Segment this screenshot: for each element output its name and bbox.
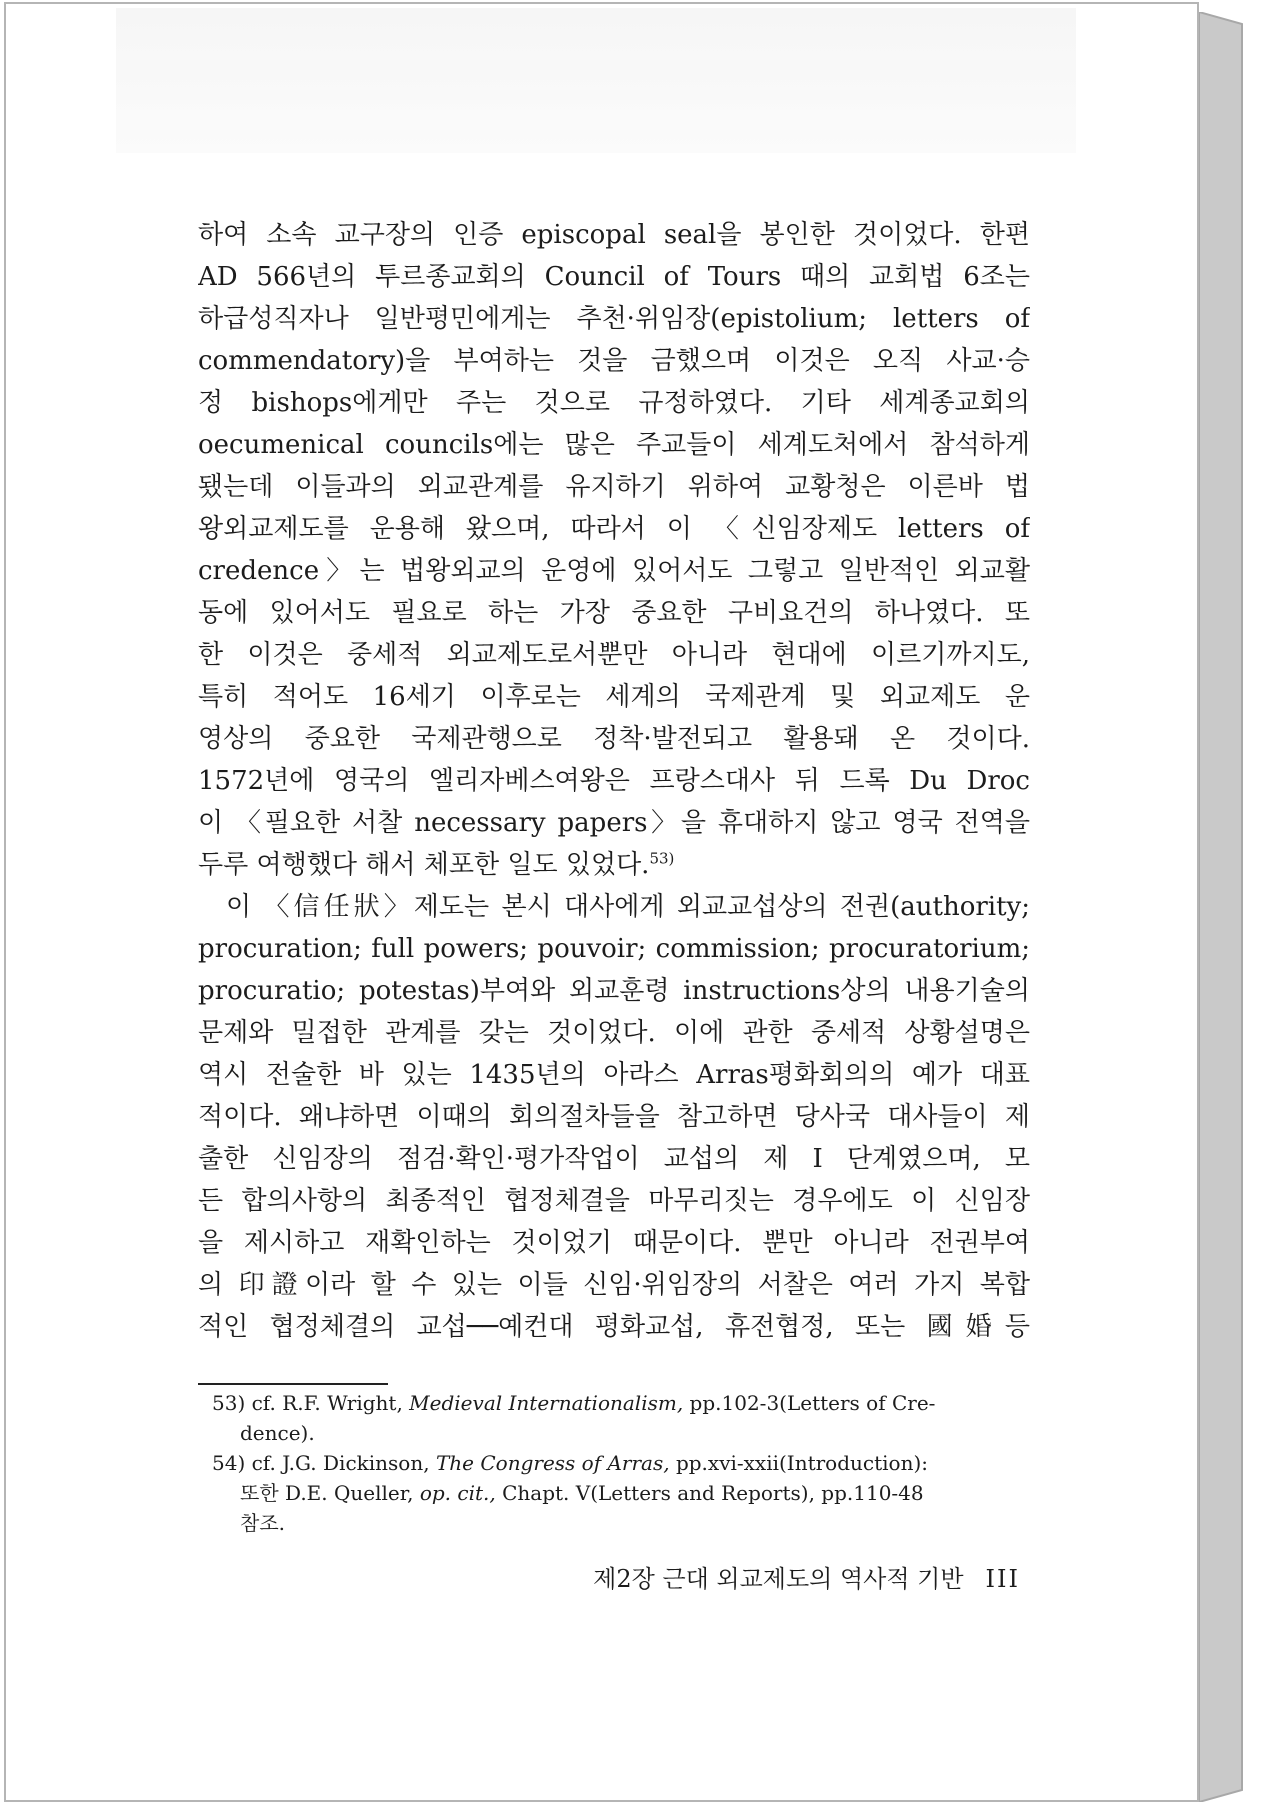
footnotes <box>212 1388 1030 1538</box>
text-line: AD 566년의 투르종교회의 Council of Tours 때의 교회법 6조는 <box>198 262 1030 292</box>
text-line <box>198 844 1030 886</box>
page-footer <box>520 1562 1020 1596</box>
footnote-53-continued: dence). <box>240 1421 315 1445</box>
running-head: 제2장 근대 외교제도의 역사적 기반 <box>593 1565 964 1593</box>
paragraph-1 <box>198 214 1030 886</box>
footnote-54-rest: pp.xvi-xxii(Introduction): <box>669 1451 929 1475</box>
text-line: procuratio; potestas)부여와 외교훈령 instructions상의 내용기술의 <box>198 976 1030 1006</box>
text-line: commendatory)을 부여하는 것을 금했으며 이것은 오직 사교·승 <box>198 346 1030 376</box>
text-line: 1572년에 영국의 엘리자베스여왕은 프랑스대사 뒤 드록 Du Droc <box>198 766 1030 796</box>
text-line: 동에 있어서도 필요로 하는 가장 중요한 구비요건의 하나였다. 또 <box>198 598 1030 628</box>
footnote-53-title: Medieval Internationalism, <box>409 1391 684 1415</box>
text-line: 하급성직자나 일반평민에게는 추천·위임장(epistolium; letters of <box>198 304 1030 334</box>
footnote-54-label: 54) cf. J.G. Dickinson, <box>212 1451 436 1475</box>
text-line: oecumenical councils에는 많은 주교들이 세계도처에서 참석하게 <box>198 430 1030 460</box>
text-line-content: 두루 여행했다 해서 체포한 일도 있었다. <box>198 850 650 880</box>
footnote-54-title: The Congress of Arras, <box>435 1451 670 1475</box>
text-line: 영상의 중요한 국제관행으로 정착·발전되고 활용돼 온 것이다. <box>198 724 1030 754</box>
footnote-divider <box>198 1383 388 1385</box>
text-line: 문제와 밀접한 관계를 갖는 것이었다. 이에 관한 중세적 상황설명은 <box>198 1018 1030 1048</box>
text-line: credence〉는 법왕외교의 운영에 있어서도 그렇고 일반적인 외교활 <box>198 556 1030 586</box>
footnote-54 <box>212 1448 1030 1478</box>
footnote-54-cont-b: Chapt. V(Letters and Reports), pp.110-48 <box>495 1481 924 1505</box>
text-line: 적인 협정체결의 교섭──예컨대 평화교섭, 휴전협정, 또는 國婚등 <box>198 1312 1030 1342</box>
page-edge-shadow <box>1199 12 1256 1802</box>
page-number: III <box>985 1565 1020 1593</box>
text-line: 특히 적어도 16세기 이후로는 세계의 국제관계 및 외교제도 운 <box>198 682 1030 712</box>
text-line: 정 bishops에게만 주는 것으로 규정하였다. 기타 세계종교회의 <box>198 388 1030 418</box>
text-line: 든 합의사항의 최종적인 협정체결을 마무리짓는 경우에도 이 신임장 <box>198 1186 1030 1216</box>
footnote-ref-53[interactable]: 53) <box>649 849 675 868</box>
body-text <box>198 214 1030 1348</box>
footnote-54-end: 참조. <box>240 1511 285 1535</box>
text-line: 을 제시하고 재확인하는 것이었기 때문이다. 뿐만 아니라 전권부여 <box>198 1228 1030 1258</box>
text-line: 출한 신임장의 점검·확인·평가작업이 교섭의 제 I 단계였으며, 모 <box>198 1144 1030 1174</box>
footnote-54-continued <box>212 1478 1030 1508</box>
footnote-53 <box>212 1388 1030 1418</box>
footnote-54-cont-italic: op. cit., <box>419 1481 496 1505</box>
text-line: 역시 전술한 바 있는 1435년의 아라스 Arras평화회의의 예가 대표 <box>198 1060 1030 1090</box>
footnote-54-cont-a: 또한 D.E. Queller, <box>240 1481 420 1505</box>
text-line: 하여 소속 교구장의 인증 episcopal seal을 봉인한 것이었다. 한편 <box>198 220 1030 250</box>
text-line: 됐는데 이들과의 외교관계를 유지하기 위하여 교황청은 이른바 법 <box>198 472 1030 502</box>
text-line: 의 印證이라 할 수 있는 이들 신임·위임장의 서찰은 여러 가지 복합 <box>198 1270 1030 1300</box>
footnote-53-label: 53) cf. R.F. Wright, <box>212 1391 410 1415</box>
scan-top-shade <box>116 8 1076 153</box>
text-line: 한 이것은 중세적 외교제도로서뿐만 아니라 현대에 이르기까지도, <box>198 640 1030 670</box>
text-line: 왕외교제도를 운용해 왔으며, 따라서 이 〈신임장제도 letters of <box>198 514 1030 544</box>
paragraph-2 <box>198 886 1030 1348</box>
text-line: 이 〈필요한 서찰 necessary papers〉을 휴대하지 않고 영국 전역을 <box>198 808 1030 838</box>
text-line: 이 〈信任狀〉제도는 본시 대사에게 외교교섭상의 전권(authority; <box>226 892 1030 922</box>
text-line: procuration; full powers; pouvoir; commission; procuratorium; <box>198 934 1030 964</box>
text-line: 적이다. 왜냐하면 이때의 회의절차들을 참고하면 당사국 대사들이 제 <box>198 1102 1030 1132</box>
footnote-53-rest: pp.102-3(Letters of Cre- <box>683 1391 936 1415</box>
